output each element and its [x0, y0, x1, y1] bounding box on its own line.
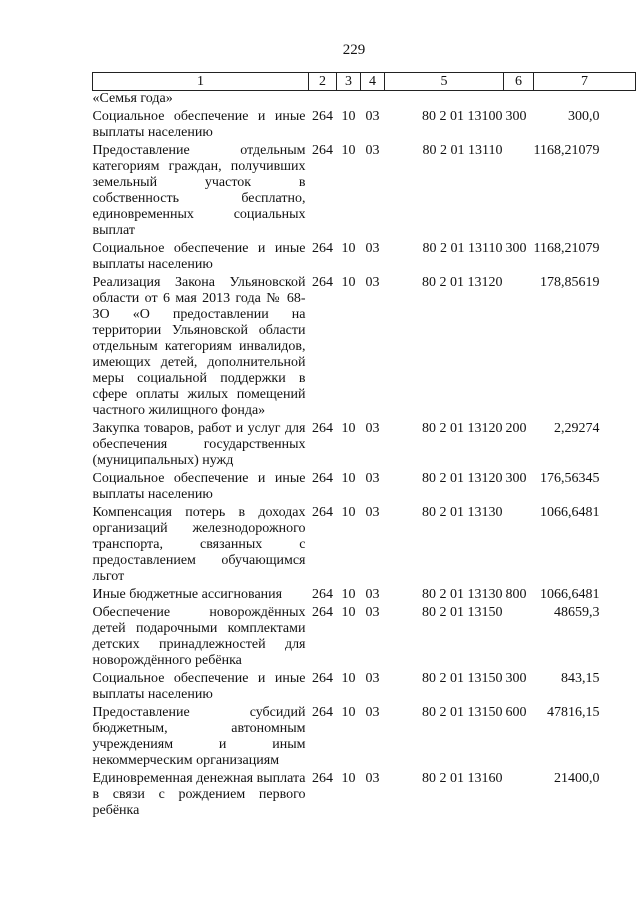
code-subsection: 03	[365, 671, 380, 686]
amount: 1066,6481	[539, 505, 600, 520]
code-ministry: 264	[312, 671, 333, 686]
code-subsection: 03	[365, 771, 380, 786]
column-header-5: 5	[385, 73, 504, 91]
budget-table	[92, 72, 636, 821]
code-ministry: 264	[312, 421, 333, 436]
table-row	[93, 505, 636, 587]
table-row	[93, 671, 636, 705]
item-name: Реализация Закона Ульяновской области от 6 мая 2013 года № 68-ЗО «О предоставлении на территории Ульяновской области отдельным категориям инвалидов, имеющих детей, дополнительной меры социальной поддержки в сфере оплаты жилых помещений частного жилищного фонда»	[92, 275, 306, 418]
code-target: 80 2 01 13110	[422, 241, 503, 256]
code-subsection: 03	[365, 587, 380, 602]
code-ministry: 264	[312, 471, 333, 486]
table-row	[93, 241, 636, 275]
amount: 1168,21079	[533, 143, 600, 158]
amount	[534, 91, 636, 110]
code-expense-type: 800	[505, 587, 527, 602]
column-header-1: 1	[93, 73, 309, 91]
code-expense-type	[504, 605, 534, 671]
table-row	[93, 771, 636, 821]
code-section: 10	[341, 771, 356, 786]
code-expense-type	[504, 505, 534, 587]
item-name: Единовременная денежная выплата в связи с рождением первого ребёнка	[92, 771, 306, 818]
item-name: Иные бюджетные ассигнования	[92, 587, 283, 602]
code-target: 80 2 01 13100	[422, 109, 503, 124]
column-header-2: 2	[309, 73, 337, 91]
amount: 21400,0	[553, 771, 600, 786]
table-row	[93, 605, 636, 671]
code-ministry: 264	[312, 587, 333, 602]
table-row	[93, 91, 636, 110]
code-subsection: 03	[365, 471, 380, 486]
amount: 843,15	[560, 671, 600, 686]
amount: 300,0	[567, 109, 600, 124]
code-target: 80 2 01 13120	[422, 421, 503, 436]
amount: 2,29274	[553, 421, 600, 436]
code-section: 10	[341, 505, 356, 520]
amount: 47816,15	[546, 705, 600, 720]
table-row	[93, 109, 636, 143]
item-name: Компенсация потерь в доходах организаций железнодорожного транспорта, связанных с предоставлением обучающимся льгот	[92, 505, 306, 584]
item-name: Предоставление отдельным категориям граждан, получивших земельный участок в собственность бесплатно, единовременных социальных выплат	[92, 143, 306, 238]
code-target: 80 2 01 13150	[422, 705, 503, 720]
code-section: 10	[341, 241, 356, 256]
code-ministry: 264	[312, 109, 333, 124]
code-ministry: 264	[312, 143, 333, 158]
code-target: 80 2 01 13120	[422, 275, 503, 290]
code-expense-type: 300	[505, 671, 527, 686]
code-target: 80 2 01 13150	[422, 605, 503, 620]
table-row	[93, 587, 636, 605]
code-subsection: 03	[365, 605, 380, 620]
code-section: 10	[341, 421, 356, 436]
code-subsection: 03	[365, 143, 380, 158]
code-expense-type	[504, 143, 534, 241]
code-target	[385, 91, 504, 110]
column-header-3: 3	[337, 73, 361, 91]
item-name: Социальное обеспечение и иные выплаты населению	[92, 471, 306, 502]
code-ministry: 264	[312, 241, 333, 256]
amount: 176,56345	[539, 471, 600, 486]
item-name: Закупка товаров, работ и услуг для обеспечения государственных (муниципальных) нужд	[92, 421, 306, 468]
item-name: «Семья года»	[92, 91, 173, 106]
code-section: 10	[341, 471, 356, 486]
code-expense-type	[504, 275, 534, 421]
code-section: 10	[341, 705, 356, 720]
amount: 178,85619	[539, 275, 600, 290]
code-subsection	[361, 91, 385, 110]
code-ministry	[309, 91, 337, 110]
amount: 1168,21079	[533, 241, 600, 256]
code-subsection: 03	[365, 705, 380, 720]
code-expense-type: 300	[505, 241, 527, 256]
code-ministry: 264	[312, 275, 333, 290]
amount: 1066,6481	[539, 587, 600, 602]
item-name: Предоставление субсидий бюджетным, автономным учреждениям и иным некоммерческим организациям	[92, 705, 306, 768]
code-expense-type	[504, 91, 534, 110]
column-header-6: 6	[504, 73, 534, 91]
code-subsection: 03	[365, 109, 380, 124]
amount: 48659,3	[553, 605, 600, 620]
table-row	[93, 143, 636, 241]
code-section: 10	[341, 143, 356, 158]
column-header-4: 4	[361, 73, 385, 91]
code-expense-type: 600	[505, 705, 527, 720]
code-target: 80 2 01 13130	[422, 587, 503, 602]
item-name: Социальное обеспечение и иные выплаты населению	[92, 241, 306, 272]
code-target: 80 2 01 13110	[422, 143, 503, 158]
table-header-row	[93, 73, 636, 91]
code-target: 80 2 01 13160	[422, 771, 503, 786]
code-expense-type: 200	[505, 421, 527, 436]
code-expense-type: 300	[505, 109, 527, 124]
code-ministry: 264	[312, 771, 333, 786]
code-section: 10	[341, 671, 356, 686]
column-header-7: 7	[534, 73, 636, 91]
code-section: 10	[341, 587, 356, 602]
item-name: Социальное обеспечение и иные выплаты населению	[92, 671, 306, 702]
table-row	[93, 275, 636, 421]
code-ministry: 264	[312, 505, 333, 520]
code-target: 80 2 01 13120	[422, 471, 503, 486]
page-number: 229	[342, 42, 366, 58]
code-section	[337, 91, 361, 110]
item-name: Обеспечение новорождённых детей подарочными комплектами детских принадлежностей для новорождённого ребёнка	[92, 605, 306, 668]
code-ministry: 264	[312, 705, 333, 720]
code-subsection: 03	[365, 241, 380, 256]
code-subsection: 03	[365, 421, 380, 436]
code-section: 10	[341, 275, 356, 290]
code-subsection: 03	[365, 275, 380, 290]
code-subsection: 03	[365, 505, 380, 520]
code-expense-type	[504, 771, 534, 821]
table-row	[93, 471, 636, 505]
code-section: 10	[341, 109, 356, 124]
code-section: 10	[341, 605, 356, 620]
code-target: 80 2 01 13130	[422, 505, 503, 520]
code-expense-type: 300	[505, 471, 527, 486]
table-row	[93, 705, 636, 771]
code-ministry: 264	[312, 605, 333, 620]
code-target: 80 2 01 13150	[422, 671, 503, 686]
table-row	[93, 421, 636, 471]
item-name: Социальное обеспечение и иные выплаты населению	[92, 109, 306, 140]
